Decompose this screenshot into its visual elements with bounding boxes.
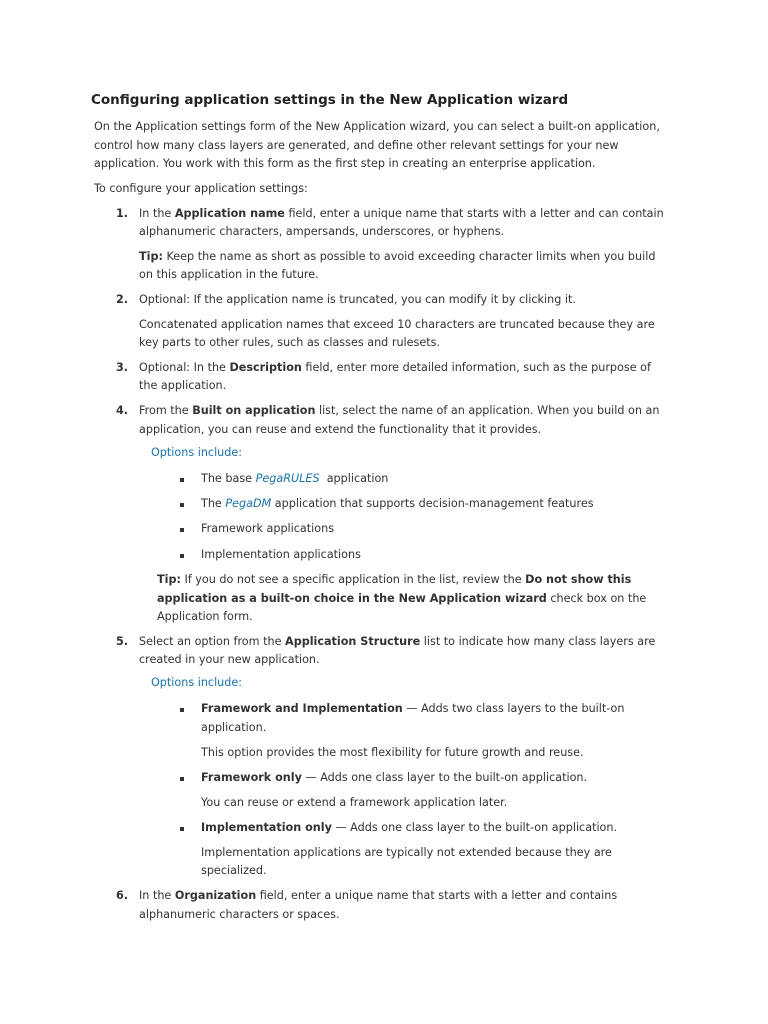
step-6-line-2: alphanumeric characters or spaces.	[139, 908, 340, 921]
option-note-line-2: specialized.	[201, 864, 267, 877]
step-number: 5.	[116, 635, 129, 648]
bullet-icon	[180, 503, 184, 507]
step-2-note-line-2: key parts to other rules, such as classes and rulesets.	[139, 336, 441, 349]
step-4-tip-line-1: Tip: If you do not see a specific application in the list, review the Do not show this	[157, 573, 632, 586]
lead-text: To configure your application settings:	[94, 182, 308, 195]
option-note-line-1: Implementation applications are typically not extended because they are	[201, 846, 612, 859]
bullet-icon	[180, 478, 184, 482]
step-number: 6.	[116, 889, 129, 902]
step-6-line-1: In the Organization field, enter a unique name that starts with a letter and contains	[139, 889, 618, 902]
step-1-tip-line-1: Tip: Keep the name as short as possible to avoid exceeding character limits when you build	[139, 250, 656, 263]
bullet-icon	[180, 528, 184, 532]
option-item-line-2: application.	[201, 721, 267, 734]
step-3-line-2: the application.	[139, 379, 227, 392]
option-item: Framework applications	[201, 522, 335, 535]
step-number: 1.	[116, 207, 129, 220]
step-1-line-2: alphanumeric characters, ampersands, underscores, or hyphens.	[139, 225, 505, 238]
bullet-icon	[180, 777, 184, 781]
option-note: You can reuse or extend a framework application later.	[201, 796, 508, 809]
step-5-line-1: Select an option from the Application Structure list to indicate how many class layers are	[139, 635, 656, 648]
option-item: Framework only — Adds one class layer to the built-on application.	[201, 771, 588, 784]
bullet-icon	[180, 708, 184, 712]
intro-paragraph: On the Application settings form of the New Application wizard, you can select a built-on application, control how many class layers are generated, and define other relevant settings for your new application. You work with this form as the first step in creating an enterprise application.	[94, 120, 660, 170]
step-4-line-2: application, you can reuse and extend the functionality that it provides.	[139, 423, 542, 436]
step-4-line-1: From the Built on application list, select the name of an application. When you build on an	[139, 404, 660, 417]
step-number: 4.	[116, 404, 129, 417]
bullet-icon	[180, 827, 184, 831]
step-2-note-line-1: Concatenated application names that exceed 10 characters are truncated because they are	[139, 318, 655, 331]
step-4-tip-line-3: Application form.	[157, 610, 253, 623]
step-5-line-2: created in your new application.	[139, 653, 320, 666]
step-3-line-1: Optional: In the Description field, enter more detailed information, such as the purpose of	[139, 361, 651, 374]
pegarules-link[interactable]: PegaRULES	[255, 472, 320, 485]
step-number: 2.	[116, 293, 129, 306]
step-4-tip-line-2: application as a built-on choice in the New Application wizard check box on the	[157, 592, 647, 605]
option-item: Implementation only — Adds one class layer to the built-on application.	[201, 821, 618, 834]
step-1-line-1: In the Application name field, enter a unique name that starts with a letter and can contain	[139, 207, 664, 220]
bullet-icon	[180, 554, 184, 558]
option-item: The PegaDM application that supports decision-management features	[201, 497, 594, 510]
option-item: The base PegaRULES application	[201, 472, 389, 485]
page-title: Configuring application settings in the New Application wizard	[91, 92, 569, 108]
option-item: Framework and Implementation — Adds two class layers to the built-on	[201, 702, 625, 715]
pegadm-link[interactable]: PegaDM	[225, 497, 272, 510]
step-number: 3.	[116, 361, 129, 374]
options-label: Options include:	[151, 676, 243, 689]
options-label: Options include:	[151, 446, 243, 459]
option-note: This option provides the most flexibility for future growth and reuse.	[201, 746, 584, 759]
step-2-line-1: Optional: If the application name is truncated, you can modify it by clicking it.	[139, 293, 576, 306]
option-item: Implementation applications	[201, 548, 361, 561]
step-1-tip-line-2: on this application in the future.	[139, 268, 319, 281]
